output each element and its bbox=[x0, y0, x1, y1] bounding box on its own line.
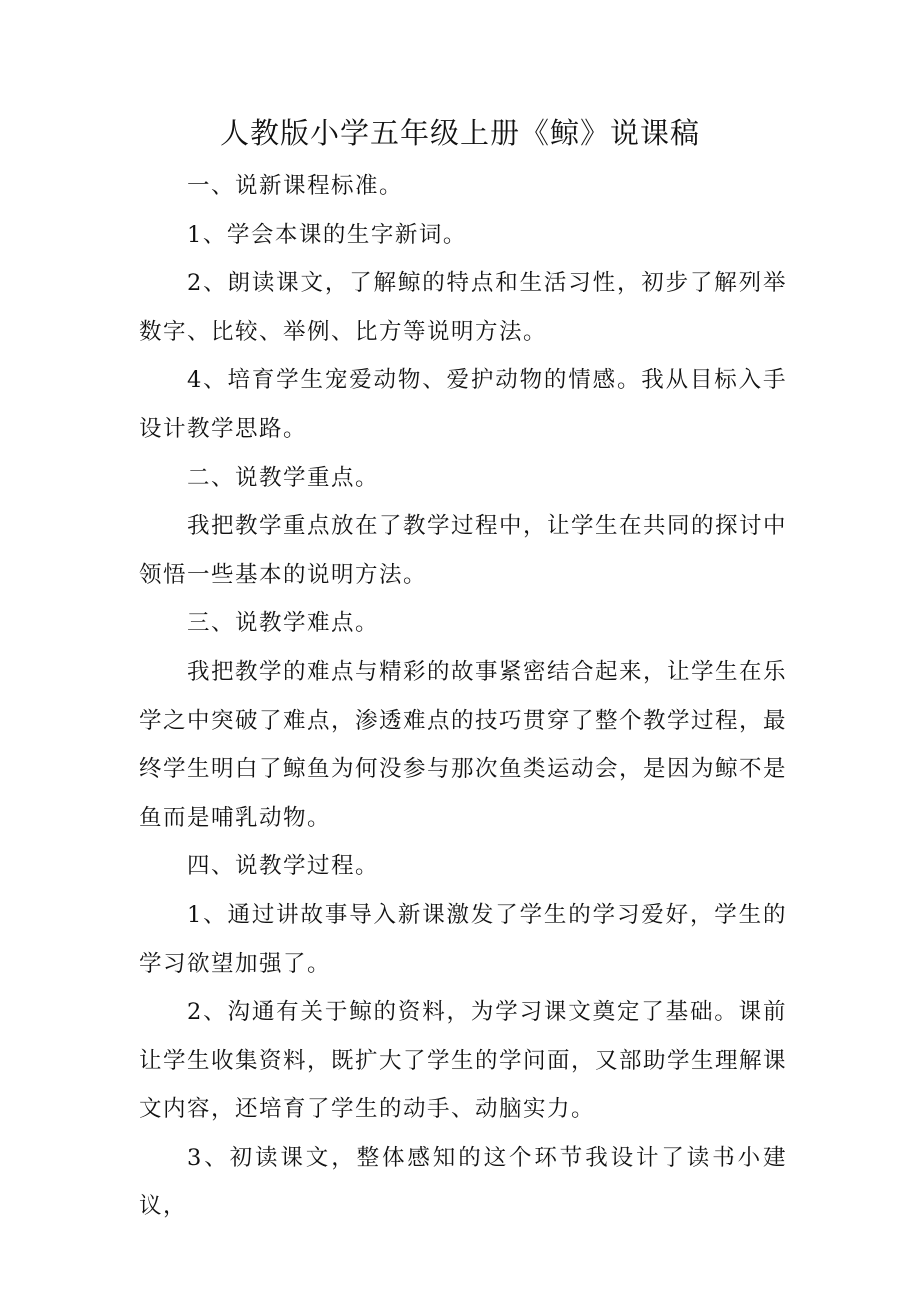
paragraph-goal-2: 2、朗读课文，了解鲸的特点和生活习性，初步了解列举数字、比较、举例、比方等说明方法。 bbox=[139, 270, 787, 345]
paragraph-process-1: 1、通过讲故事导入新课激发了学生的学习爱好，学生的学习欲望加强了。 bbox=[139, 901, 787, 977]
paragraph-difficulties: 我把教学的难点与精彩的故事紧密结合起来，让学生在乐学之中突破了难点，渗透难点的技巧贯穿了整个教学过程，最终学生明白了鲸鱼为何没参与那次鱼类运动会，是因为鲸不是鱼而是哺乳动物。 bbox=[139, 658, 788, 831]
section-heading-process: 四、说教学过程。 bbox=[187, 853, 380, 880]
section-heading-difficulties: 三、说教学难点。 bbox=[187, 610, 380, 637]
paragraph-process-2: 2、沟通有关于鲸的资料，为学习课文奠定了基础。课前让学生收集资料，既扩大了学生的学问面，又部助学生理解课文内容，还培育了学生的动手、动脑实力。 bbox=[139, 999, 788, 1123]
paragraph-goal-4: 4、培育学生宠爱动物、爱护动物的情感。我从目标入手设计教学思路。 bbox=[139, 367, 787, 442]
paragraph-process-3: 3、初读课文，整体感知的这个环节我设计了读书小建议， bbox=[139, 1144, 787, 1220]
document-title: 人教版小学五年级上册《鲸》说课稿 bbox=[219, 116, 700, 150]
paragraph-goal-1: 1、学会本课的生字新词。 bbox=[187, 221, 467, 248]
document-body bbox=[139, 162, 787, 1231]
section-heading-curriculum: 一、说新课程标准。 bbox=[187, 173, 404, 199]
section-heading-key-points: 二、说教学重点。 bbox=[187, 464, 380, 491]
paragraph-key-points: 我把教学重点放在了教学过程中，让学生在共同的探讨中领悟一些基本的说明方法。 bbox=[139, 513, 788, 588]
